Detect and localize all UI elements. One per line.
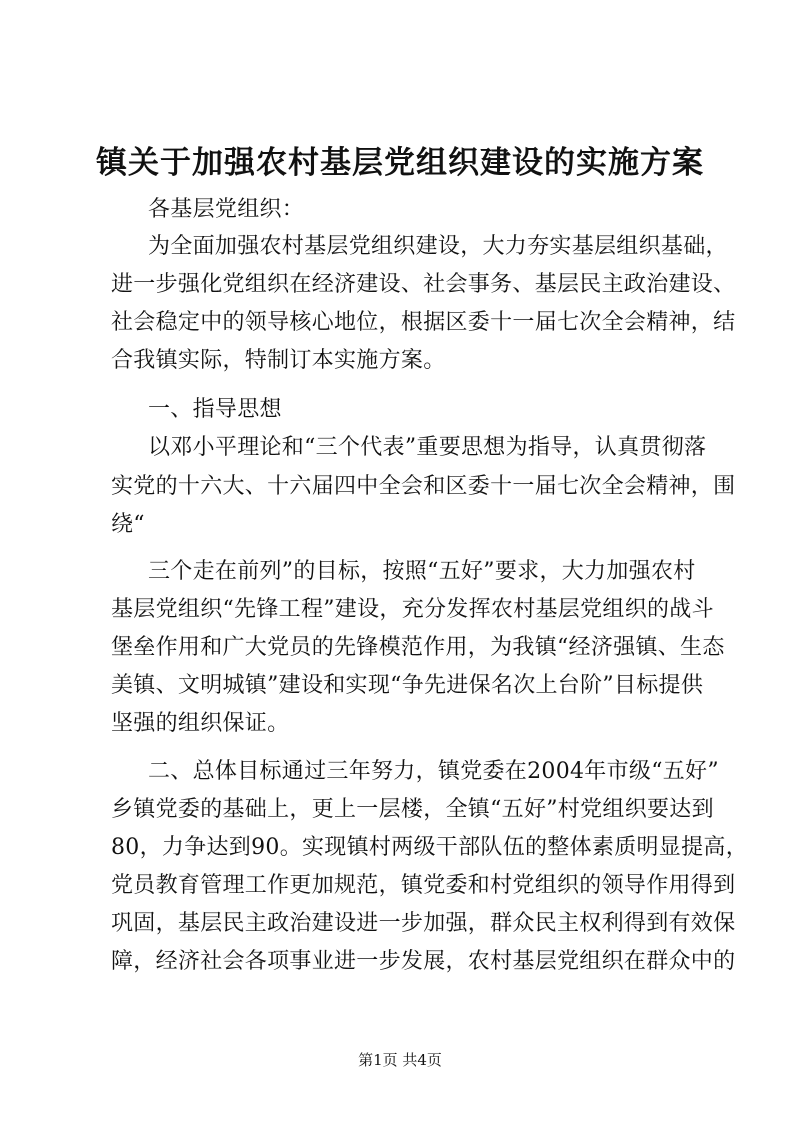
text-line: 障，经济社会各项事业进一步发展，农村基层党组织在群众中的 bbox=[111, 949, 736, 974]
text-line: 美镇、文明城镇”建设和实现“争先进保名次上台阶”目标提供 bbox=[111, 673, 704, 698]
text-line: 堡垒作用和广大党员的先锋模范作用，为我镇“经济强镇、生态 bbox=[111, 635, 725, 660]
text-line: 社会稳定中的领导核心地位，根据区委十一届七次全会精神，结 bbox=[111, 310, 736, 335]
text-line: 实党的十六大、十六届四中全会和区委十一届七次全会精神，围 bbox=[111, 474, 736, 499]
page-number: 第1页 共4页 bbox=[358, 1051, 442, 1069]
text-line: 坚强的组织保证。 bbox=[111, 711, 290, 736]
text-line: 以邓小平理论和“三个代表”重要思想为指导，认真贯彻落 bbox=[148, 435, 707, 460]
text-line: 各基层党组织： bbox=[148, 197, 305, 222]
text-line: 巩固，基层民主政治建设进一步加强，群众民主权利得到有效保 bbox=[111, 911, 736, 936]
text-line: 乡镇党委的基础上，更上一层楼，全镇“五好”村党组织要达到 bbox=[111, 797, 714, 822]
section-heading: 一、指导思想 bbox=[148, 397, 282, 422]
text-line: 80，力争达到90。实现镇村两级干部队伍的整体素质明显提高， bbox=[111, 835, 748, 860]
text-line: 进一步强化党组织在经济建设、社会事务、基层民主政治建设、 bbox=[111, 272, 736, 297]
section-heading: 二、总体目标通过三年努力，镇党委在2004年市级“五好” bbox=[148, 759, 719, 784]
text-line: 合我镇实际，特制订本实施方案。 bbox=[111, 348, 446, 373]
text-line: 党员教育管理工作更加规范，镇党委和村党组织的领导作用得到 bbox=[111, 873, 736, 898]
text-line: 基层党组织“先锋工程”建设，充分发挥农村基层党组织的战斗 bbox=[111, 597, 714, 622]
text-line: 绕“ bbox=[111, 512, 145, 537]
document-title: 镇关于加强农村基层党组织建设的实施方案 bbox=[96, 145, 704, 181]
text-line: 为全面加强农村基层党组织建设，大力夯实基层组织基础， bbox=[148, 234, 728, 259]
text-line: 三个走在前列”的目标，按照“五好”要求，大力加强农村 bbox=[148, 559, 696, 584]
